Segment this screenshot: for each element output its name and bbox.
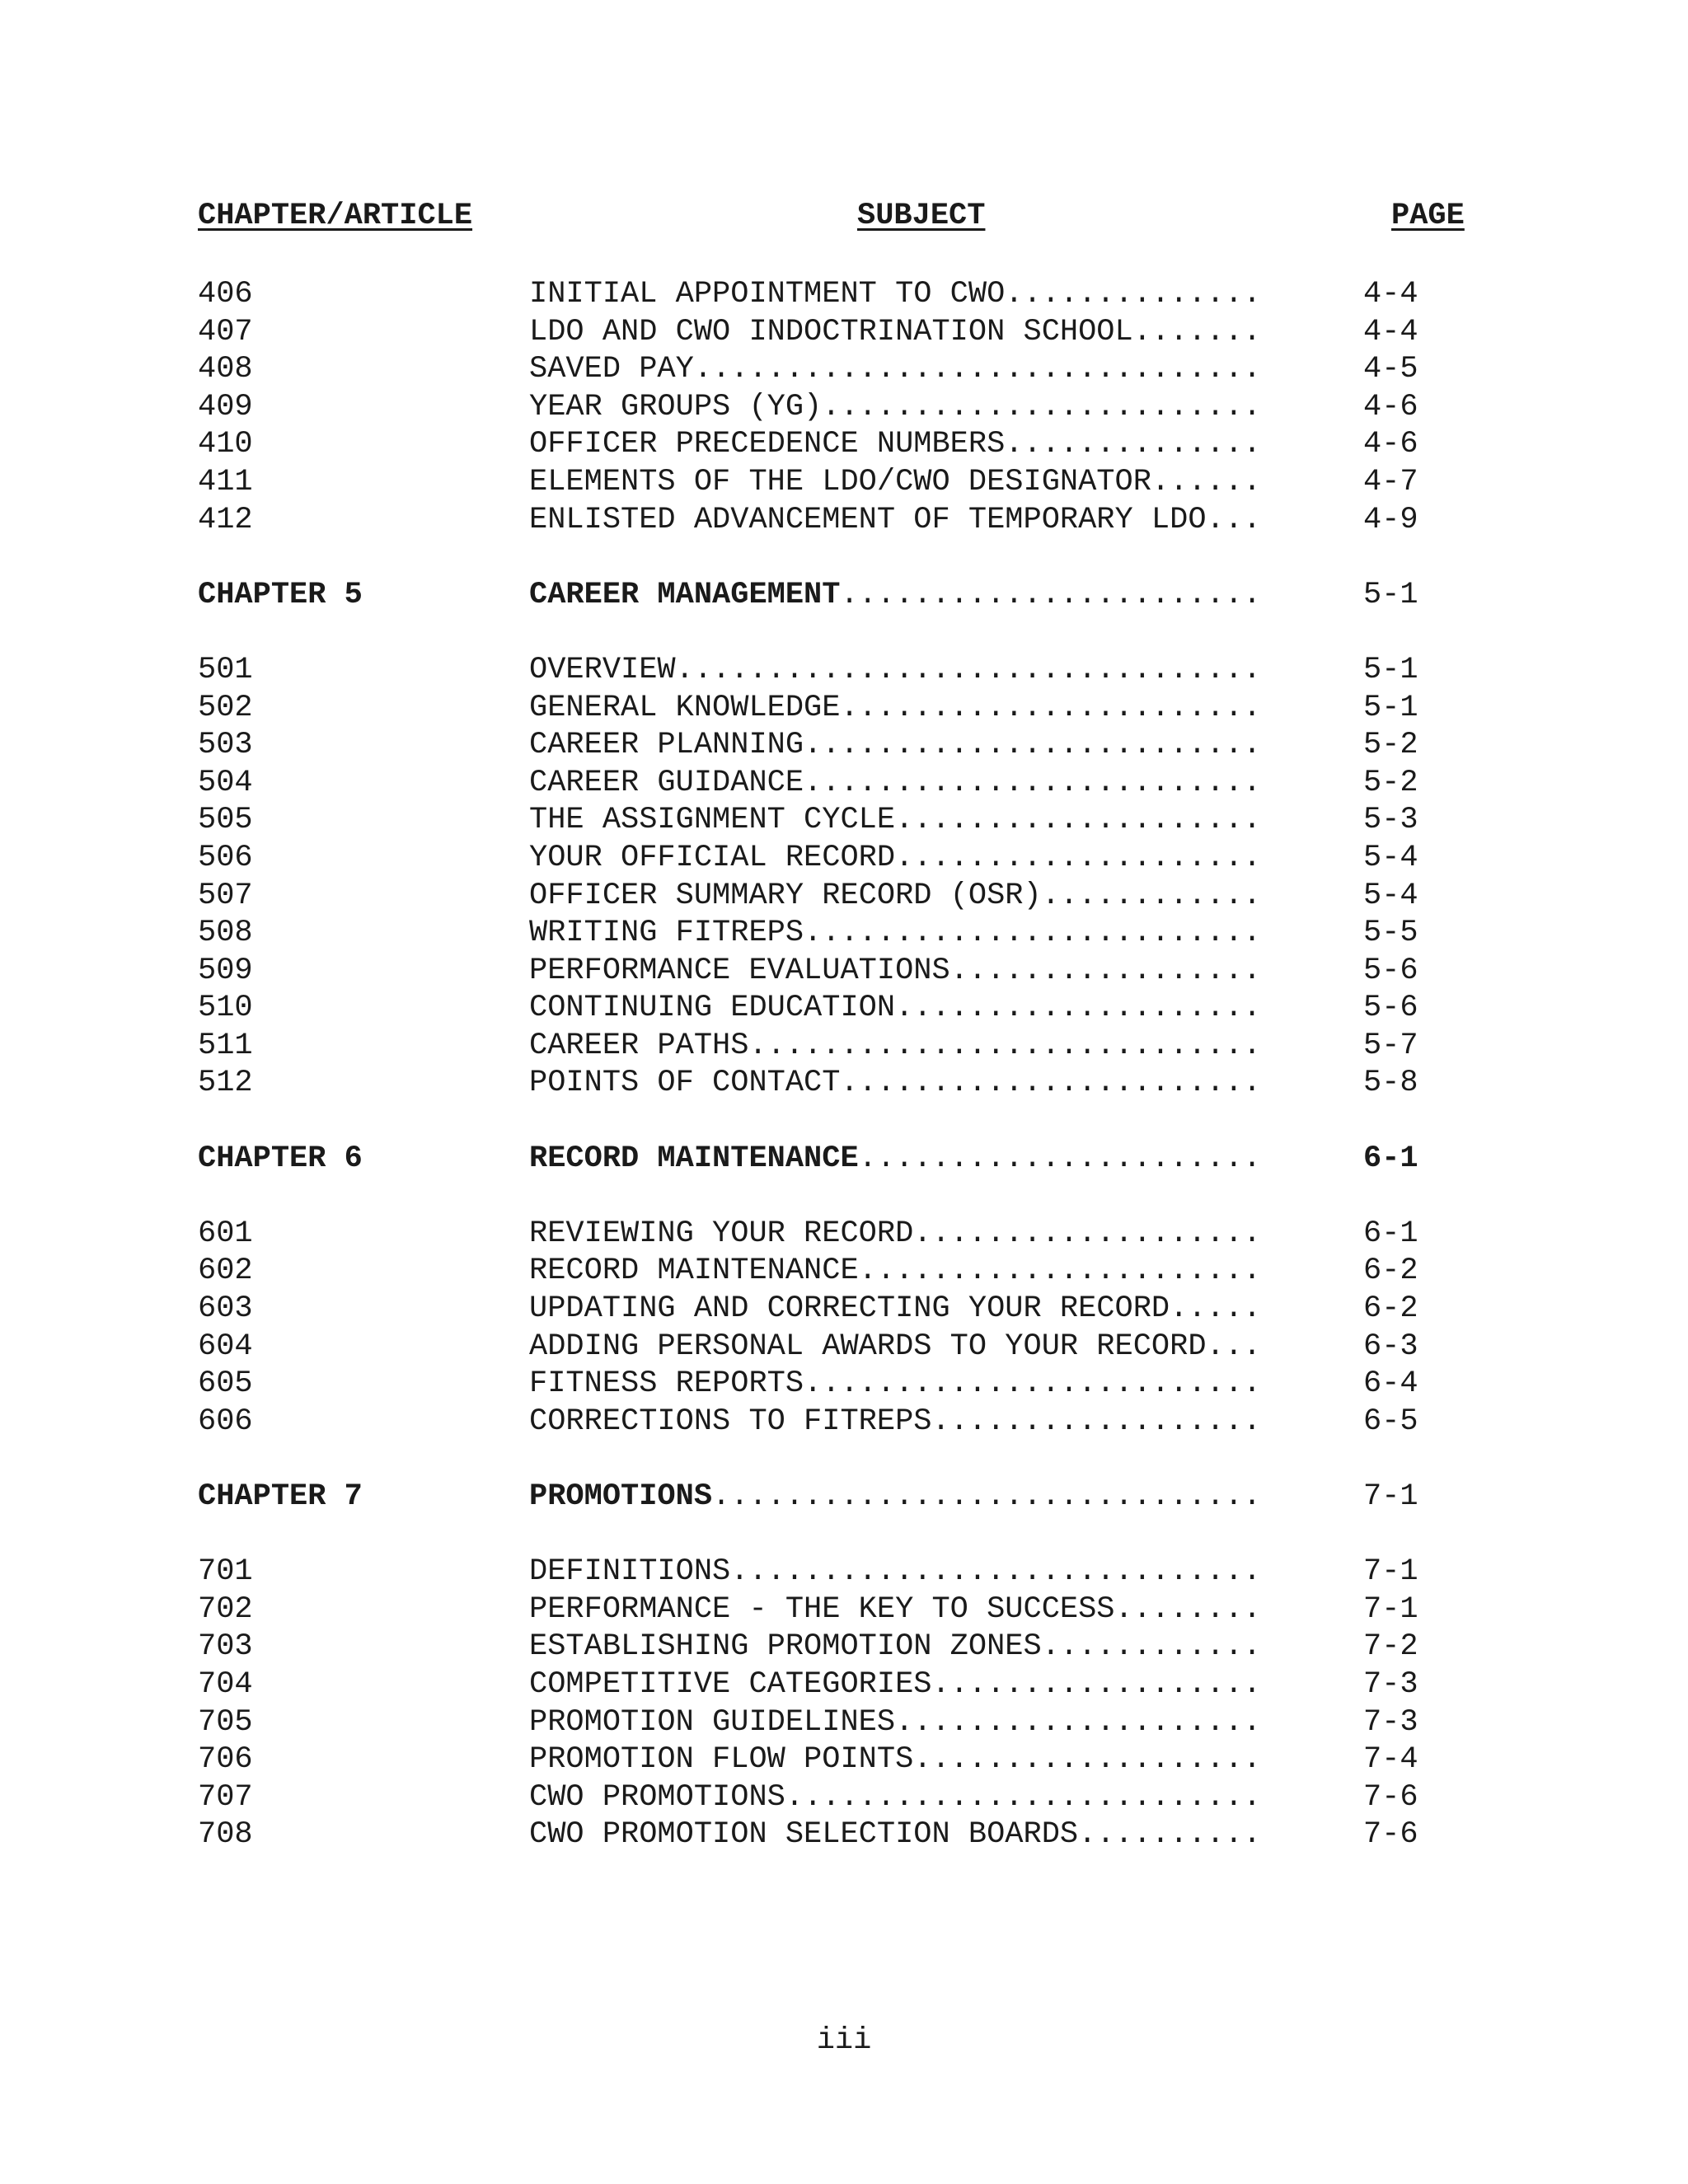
dot-leader: ................... [913,1216,1262,1251]
article-number: 706 [198,1742,253,1778]
dot-leader: ...................... [858,1141,1262,1176]
page-reference: 6-4 [1363,1366,1418,1402]
page-reference: 4-5 [1363,352,1418,387]
page-reference: 7-6 [1363,1779,1418,1815]
article-title: COMPETITIVE CATEGORIES [529,1666,932,1702]
dot-leader: ......................... [804,916,1262,951]
toc-article-row [198,502,1459,540]
dot-leader: ............................. [730,1554,1262,1590]
dot-leader: ......................... [804,728,1262,763]
dot-leader: ... [1206,502,1262,537]
article-title: PROMOTION GUIDELINES [529,1704,896,1740]
article-number: 409 [198,389,253,424]
page-reference: 6-2 [1363,1254,1418,1289]
toc-article-row [198,1329,1459,1366]
page-reference: 5-4 [1363,878,1418,913]
toc-article-row [198,1028,1459,1066]
article-number: 502 [198,690,253,725]
toc-article-row [198,1666,1459,1704]
dot-leader: ............................... [693,352,1262,387]
toc-article-row [198,1216,1459,1254]
article-title: OFFICER SUMMARY RECORD (OSR) [529,878,1042,913]
page-reference: 7-3 [1363,1704,1418,1740]
article-number: 512 [198,1066,253,1101]
dot-leader: ......................... [804,1366,1262,1402]
page-reference: 4-6 [1363,389,1418,424]
page-reference: 7-6 [1363,1817,1418,1853]
toc-article-row [198,953,1459,991]
dot-leader: ...................... [858,1254,1262,1289]
article-title: ESTABLISHING PROMOTION ZONES [529,1629,1042,1665]
page-reference: 5-1 [1363,577,1418,612]
dot-leader: ............ [1041,1629,1262,1665]
article-title: WRITING FITREPS [529,916,804,951]
page-reference: 4-7 [1363,464,1418,499]
article-title: PERFORMANCE - THE KEY TO SUCCESS [529,1591,1115,1627]
dot-leader: ...... [1151,464,1262,499]
dot-leader: ............ [1041,878,1262,913]
page-reference: 6-1 [1363,1141,1418,1176]
page-reference: 5-6 [1363,991,1418,1026]
article-title: CORRECTIONS TO FITREPS [529,1404,932,1439]
column-header-subject: SUBJECT [857,199,986,233]
page-reference: 7-1 [1363,1479,1418,1514]
toc-article-row [198,765,1459,803]
toc-article-row [198,1704,1459,1742]
dot-leader: ................................ [675,652,1262,687]
article-title: LDO AND CWO INDOCTRINATION SCHOOL [529,314,1133,349]
toc-article-row [198,727,1459,765]
article-number: 703 [198,1629,253,1665]
article-number: 503 [198,728,253,763]
toc-article-row [198,878,1459,916]
page-reference: 7-4 [1363,1742,1418,1778]
article-number: 603 [198,1291,253,1327]
dot-leader: ......................... [804,765,1262,800]
article-number: 505 [198,803,253,838]
article-number: 702 [198,1591,253,1627]
toc-article-row [198,314,1459,352]
article-number: 407 [198,314,253,349]
article-number: 508 [198,916,253,951]
chapter-title: RECORD MAINTENANCE [529,1141,859,1176]
page-reference: 6-2 [1363,1291,1418,1327]
page-reference: 5-1 [1363,652,1418,687]
toc-article-row [198,652,1459,690]
article-number: 504 [198,765,253,800]
dot-leader: .............................. [712,1479,1262,1514]
toc-article-row [198,464,1459,502]
article-number: 411 [198,464,253,499]
page-reference: 5-8 [1363,1066,1418,1101]
toc-article-row [198,1253,1459,1291]
article-number: 510 [198,991,253,1026]
page-reference: 6-1 [1363,1216,1418,1251]
toc-article-row [198,1779,1459,1817]
dot-leader: .......................... [785,1779,1262,1815]
article-number: 406 [198,277,253,312]
dot-leader: .............. [1005,277,1262,312]
article-number: 511 [198,1028,253,1063]
chapter-number: CHAPTER 7 [198,1479,363,1514]
article-title: ADDING PERSONAL AWARDS TO YOUR RECORD [529,1329,1207,1364]
article-number: 410 [198,427,253,462]
toc-article-row [198,351,1459,389]
article-title: CAREER PATHS [529,1028,749,1063]
article-title: FITNESS REPORTS [529,1366,804,1402]
article-number: 506 [198,840,253,875]
article-title: CWO PROMOTION SELECTION BOARDS [529,1817,1079,1853]
page-reference: 7-2 [1363,1629,1418,1665]
article-title: REVIEWING YOUR RECORD [529,1216,914,1251]
toc-article-row [198,1404,1459,1441]
article-number: 708 [198,1817,253,1853]
article-number: 509 [198,953,253,988]
dot-leader: ... [1206,1329,1262,1364]
article-title: OVERVIEW [529,652,676,687]
article-number: 705 [198,1704,253,1740]
dot-leader: ................... [913,1742,1262,1778]
article-number: 606 [198,1404,253,1439]
article-number: 601 [198,1216,253,1251]
toc-article-row [198,690,1459,728]
article-title: GENERAL KNOWLEDGE [529,690,841,725]
page-reference: 4-4 [1363,277,1418,312]
article-number: 605 [198,1366,253,1402]
toc-article-row [198,915,1459,953]
dot-leader: .................. [931,1666,1262,1702]
toc-article-row [198,389,1459,427]
page-reference: 5-6 [1363,953,1418,988]
page-reference: 5-4 [1363,840,1418,875]
chapter-number: CHAPTER 6 [198,1141,363,1176]
page-reference: 6-5 [1363,1404,1418,1439]
article-number: 412 [198,502,253,537]
article-title: CWO PROMOTIONS [529,1779,785,1815]
page-reference: 7-1 [1363,1591,1418,1627]
page-reference: 4-6 [1363,427,1418,462]
toc-article-row [198,990,1459,1028]
page-reference: 5-5 [1363,916,1418,951]
dot-leader: ....................... [840,577,1262,612]
toc-article-row [198,802,1459,840]
dot-leader: .................... [895,840,1262,875]
toc-article-row [198,1554,1459,1591]
toc-article-row [198,1366,1459,1404]
page-number-footer: iii [816,2023,872,2058]
article-title: INITIAL APPOINTMENT TO CWO [529,277,1006,312]
toc-article-row [198,1741,1459,1779]
article-title: RECORD MAINTENANCE [529,1254,859,1289]
toc-chapter-row [198,1479,1459,1516]
page-reference: 5-7 [1363,1028,1418,1063]
page-reference: 7-3 [1363,1666,1418,1702]
article-title: OFFICER PRECEDENCE NUMBERS [529,427,1006,462]
dot-leader: .......... [1078,1817,1262,1853]
page-reference: 4-9 [1363,502,1418,537]
dot-leader: ............................ [748,1028,1262,1063]
page-reference: 7-1 [1363,1554,1418,1590]
article-title: ENLISTED ADVANCEMENT OF TEMPORARY LDO [529,502,1207,537]
dot-leader: ....................... [840,1066,1262,1101]
article-title: CAREER PLANNING [529,728,804,763]
column-header-page: PAGE [1391,199,1465,233]
dot-leader: ....... [1132,314,1262,349]
article-number: 507 [198,878,253,913]
page-reference: 5-3 [1363,803,1418,838]
article-title: PROMOTION FLOW POINTS [529,1742,914,1778]
article-number: 408 [198,352,253,387]
dot-leader: .................... [895,991,1262,1026]
article-number: 707 [198,1779,253,1815]
toc-article-row [198,1816,1459,1854]
toc-article-row [198,1065,1459,1103]
dot-leader: ..... [1170,1291,1262,1327]
chapter-title: PROMOTIONS [529,1479,713,1514]
chapter-title: CAREER MANAGEMENT [529,577,841,612]
dot-leader: ....................... [840,690,1262,725]
article-title: CAREER GUIDANCE [529,765,804,800]
article-number: 701 [198,1554,253,1590]
article-number: 604 [198,1329,253,1364]
toc-article-row [198,1591,1459,1629]
toc-article-row [198,840,1459,878]
toc-article-row [198,1291,1459,1329]
toc-chapter-row [198,577,1459,615]
article-number: 704 [198,1666,253,1702]
article-title: ELEMENTS OF THE LDO/CWO DESIGNATOR [529,464,1151,499]
toc-chapter-row [198,1141,1459,1179]
dot-leader: ........ [1114,1591,1262,1627]
article-title: PERFORMANCE EVALUATIONS [529,953,950,988]
dot-leader: .................... [895,1704,1262,1740]
article-title: UPDATING AND CORRECTING YOUR RECORD [529,1291,1170,1327]
toc-article-row [198,276,1459,314]
table-of-contents [198,276,1459,1854]
article-title: SAVED PAY [529,352,694,387]
article-title: POINTS OF CONTACT [529,1066,841,1101]
dot-leader: .............. [1005,427,1262,462]
article-title: DEFINITIONS [529,1554,731,1590]
column-header-chapter-article: CHAPTER/ARTICLE [198,199,473,233]
article-title: THE ASSIGNMENT CYCLE [529,803,896,838]
page-reference: 5-1 [1363,690,1418,725]
dot-leader: ........................ [822,389,1262,424]
dot-leader: ................. [950,953,1262,988]
article-title: CONTINUING EDUCATION [529,991,896,1026]
page-reference: 6-3 [1363,1329,1418,1364]
article-title: YEAR GROUPS (YG) [529,389,823,424]
page-reference: 4-4 [1363,314,1418,349]
toc-article-row [198,1629,1459,1666]
toc-article-row [198,426,1459,464]
article-number: 602 [198,1254,253,1289]
page-reference: 5-2 [1363,728,1418,763]
page-reference: 5-2 [1363,765,1418,800]
chapter-number: CHAPTER 5 [198,577,363,612]
dot-leader: .................... [895,803,1262,838]
article-title: YOUR OFFICIAL RECORD [529,840,896,875]
dot-leader: .................. [931,1404,1262,1439]
article-number: 501 [198,652,253,687]
